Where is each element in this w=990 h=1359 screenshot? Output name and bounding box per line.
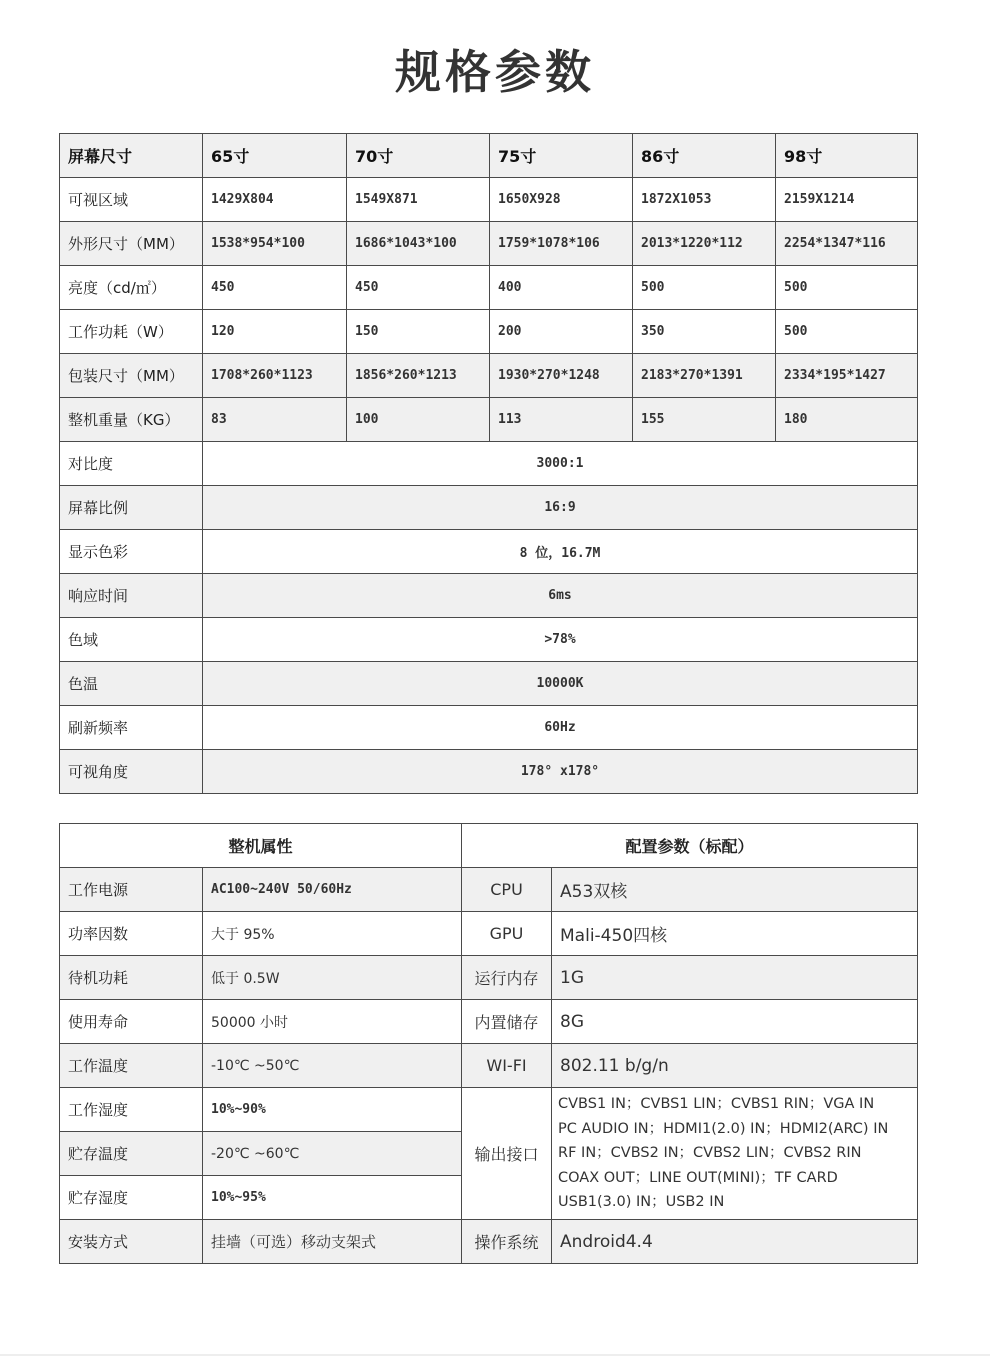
- common-row-label: 可视角度: [60, 750, 203, 794]
- spec-header-row: [60, 134, 918, 178]
- size-header: 86寸: [633, 134, 776, 178]
- spec-cell: 2254*1347*116: [776, 222, 918, 266]
- spec-cell: 1538*954*100: [203, 222, 347, 266]
- config-value: 8G: [552, 1000, 918, 1044]
- common-row: [60, 662, 918, 706]
- spec-row-label: 工作功耗（W）: [60, 310, 203, 354]
- common-row: [60, 618, 918, 662]
- spec-cell: 1759*1078*106: [490, 222, 633, 266]
- common-row: [60, 530, 918, 574]
- spec-cell: 83: [203, 398, 347, 442]
- config-value: 1G: [552, 956, 918, 1000]
- common-row-value: 3000:1: [203, 442, 918, 486]
- config-label: 运行内存: [462, 956, 552, 1000]
- spec-cell: 2183*270*1391: [633, 354, 776, 398]
- attribute-label: 工作湿度: [60, 1088, 203, 1132]
- spec-row-label: 外形尺寸（MM）: [60, 222, 203, 266]
- spec-cell: 2013*1220*112: [633, 222, 776, 266]
- spec-cell: 350: [633, 310, 776, 354]
- spec-cell: 155: [633, 398, 776, 442]
- spec-cell: 1708*260*1123: [203, 354, 347, 398]
- common-row-value: 6ms: [203, 574, 918, 618]
- port-line: USB1(3.0) IN；USB2 IN: [558, 1194, 725, 1211]
- attributes-row: [60, 1088, 918, 1132]
- attribute-label: 贮存温度: [60, 1132, 203, 1176]
- attributes-row: [60, 1220, 918, 1264]
- spec-header-label: 屏幕尺寸: [60, 134, 203, 178]
- size-header: 70寸: [347, 134, 490, 178]
- spec-cell: 180: [776, 398, 918, 442]
- spec-cell: 1429X804: [203, 178, 347, 222]
- spec-row: [60, 398, 918, 442]
- attribute-value: 大于 95%: [203, 912, 462, 956]
- ports-label: 输出接口: [462, 1088, 552, 1220]
- spec-row-label: 可视区域: [60, 178, 203, 222]
- attribute-value: 10%~95%: [203, 1176, 462, 1220]
- footer-divider: [0, 1354, 990, 1356]
- attribute-label: 安装方式: [60, 1220, 203, 1264]
- spec-cell: 500: [776, 266, 918, 310]
- spec-cell: 1549X871: [347, 178, 490, 222]
- port-line: COAX OUT；LINE OUT(MINI)；TF CARD: [558, 1169, 838, 1186]
- spec-cell: 2159X1214: [776, 178, 918, 222]
- spec-row-label: 包装尺寸（MM）: [60, 354, 203, 398]
- os-label: 操作系统: [462, 1220, 552, 1264]
- spec-table: [59, 133, 918, 794]
- spec-cell: 500: [776, 310, 918, 354]
- spec-cell: 200: [490, 310, 633, 354]
- size-header: 98寸: [776, 134, 918, 178]
- common-row: [60, 574, 918, 618]
- spec-cell: 1686*1043*100: [347, 222, 490, 266]
- spec-row: [60, 354, 918, 398]
- attribute-value: -10℃ ~50℃: [203, 1044, 462, 1088]
- size-header: 65寸: [203, 134, 347, 178]
- common-row: [60, 706, 918, 750]
- config-value: A53双核: [552, 868, 918, 912]
- attributes-header-row: [60, 824, 918, 868]
- attributes-section-title: 整机属性: [60, 824, 462, 868]
- config-value: Mali-450四核: [552, 912, 918, 956]
- spec-cell: 1650X928: [490, 178, 633, 222]
- common-row-value: 10000K: [203, 662, 918, 706]
- common-row-label: 色温: [60, 662, 203, 706]
- spec-row: [60, 178, 918, 222]
- config-value: 802.11 b/g/n: [552, 1044, 918, 1088]
- attributes-row: [60, 912, 918, 956]
- config-section-title: 配置参数（标配）: [462, 824, 918, 868]
- spec-cell: 450: [347, 266, 490, 310]
- attribute-value: 挂墙（可选）移动支架式: [203, 1220, 462, 1264]
- spec-row-label: 亮度（cd/㎡）: [60, 266, 203, 310]
- port-line: RF IN；CVBS2 IN；CVBS2 LIN；CVBS2 RIN: [558, 1145, 862, 1162]
- common-row-value: 178° x178°: [203, 750, 918, 794]
- spec-cell: 120: [203, 310, 347, 354]
- config-label: 内置储存: [462, 1000, 552, 1044]
- spec-row-label: 整机重量（KG）: [60, 398, 203, 442]
- port-line: CVBS1 IN；CVBS1 LIN；CVBS1 RIN；VGA IN: [558, 1096, 875, 1113]
- attribute-label: 工作电源: [60, 868, 203, 912]
- config-label: GPU: [462, 912, 552, 956]
- attributes-table: [59, 823, 918, 1264]
- attribute-value: 10%~90%: [203, 1088, 462, 1132]
- attribute-label: 使用寿命: [60, 1000, 203, 1044]
- attribute-value: 低于 0.5W: [203, 956, 462, 1000]
- os-value: Android4.4: [552, 1220, 918, 1264]
- spec-cell: 1930*270*1248: [490, 354, 633, 398]
- common-row-label: 刷新频率: [60, 706, 203, 750]
- attribute-value: -20℃ ~60℃: [203, 1132, 462, 1176]
- port-line: PC AUDIO IN；HDMI1(2.0) IN；HDMI2(ARC) IN: [558, 1120, 889, 1137]
- common-row-value: 8 位，16.7M: [203, 530, 918, 574]
- attribute-value: 50000 小时: [203, 1000, 462, 1044]
- attribute-label: 工作温度: [60, 1044, 203, 1088]
- attribute-label: 功率因数: [60, 912, 203, 956]
- common-row-label: 色域: [60, 618, 203, 662]
- attributes-row: [60, 1044, 918, 1088]
- common-row: [60, 442, 918, 486]
- attribute-label: 贮存湿度: [60, 1176, 203, 1220]
- attribute-value: AC100~240V 50/60Hz: [203, 868, 462, 912]
- spec-row: [60, 266, 918, 310]
- common-row-value: >78%: [203, 618, 918, 662]
- spec-cell: 150: [347, 310, 490, 354]
- config-label: WI-FI: [462, 1044, 552, 1088]
- common-row-label: 响应时间: [60, 574, 203, 618]
- spec-cell: 450: [203, 266, 347, 310]
- common-row-label: 屏幕比例: [60, 486, 203, 530]
- common-row-label: 对比度: [60, 442, 203, 486]
- common-row-value: 60Hz: [203, 706, 918, 750]
- spec-cell: 500: [633, 266, 776, 310]
- attributes-row: [60, 1000, 918, 1044]
- page-title: 规格参数: [395, 45, 595, 99]
- spec-row: [60, 222, 918, 266]
- common-row: [60, 750, 918, 794]
- ports-value: [552, 1088, 918, 1220]
- spec-cell: 113: [490, 398, 633, 442]
- spec-cell: 1872X1053: [633, 178, 776, 222]
- common-row-value: 16:9: [203, 486, 918, 530]
- common-row: [60, 486, 918, 530]
- size-header: 75寸: [490, 134, 633, 178]
- attributes-row: [60, 868, 918, 912]
- common-row-label: 显示色彩: [60, 530, 203, 574]
- spec-cell: 400: [490, 266, 633, 310]
- config-label: CPU: [462, 868, 552, 912]
- spec-cell: 2334*195*1427: [776, 354, 918, 398]
- spec-cell: 1856*260*1213: [347, 354, 490, 398]
- attribute-label: 待机功耗: [60, 956, 203, 1000]
- attributes-row: [60, 956, 918, 1000]
- spec-cell: 100: [347, 398, 490, 442]
- spec-row: [60, 310, 918, 354]
